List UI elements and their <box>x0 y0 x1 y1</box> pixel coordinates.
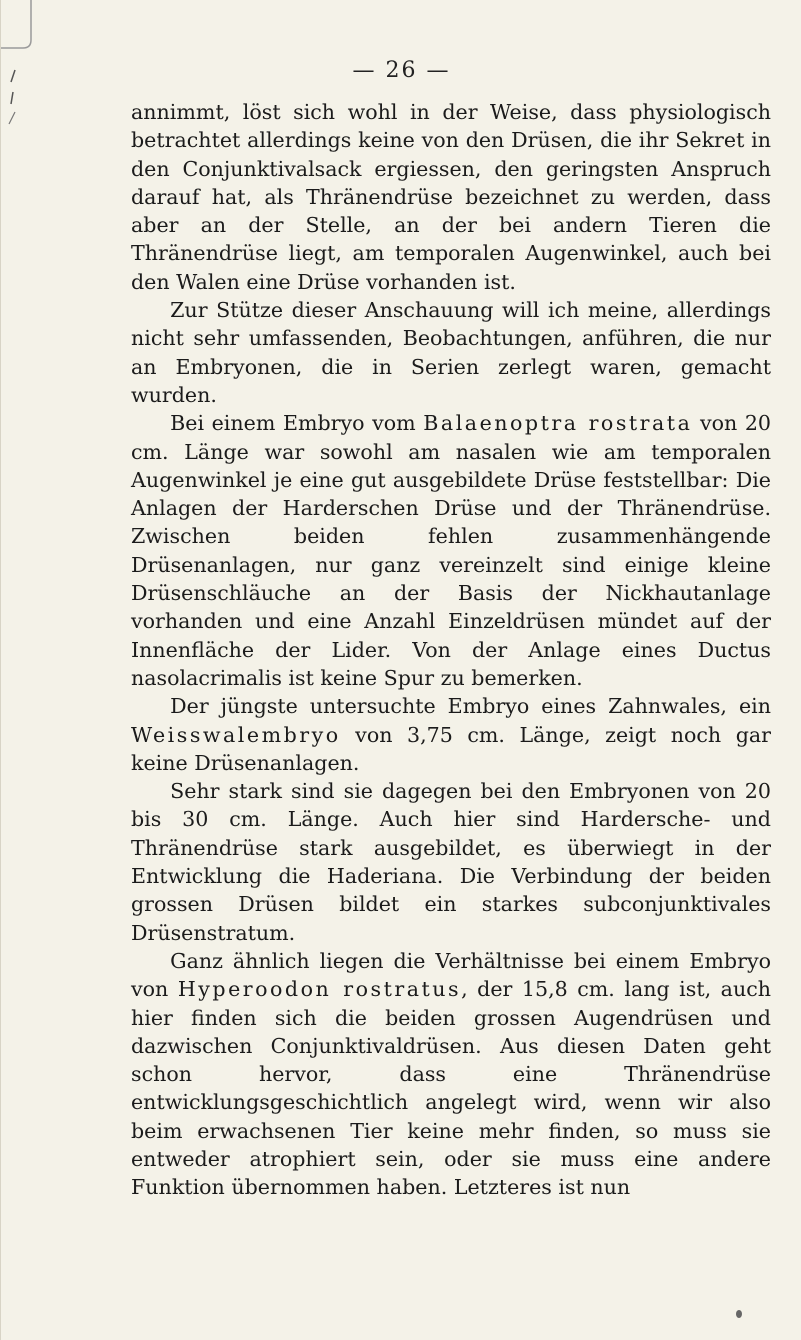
paragraph-text-pre: Ganz ähnlich liegen die Verhältnisse bei einem Embryo von <box>131 948 771 1002</box>
paragraph-5 <box>131 777 771 947</box>
paragraph-3 <box>131 409 771 692</box>
ink-speck <box>736 1310 742 1318</box>
paragraph-text-post: von 20 cm. Länge war sowohl am nasalen wie am temporalen Augenwinkel je eine gut ausgebildete Drüse feststellbar: Die Anlagen der Harderschen Drüse und der Thränendrüse. Zwischen beiden fehlen zusammenhängende Drüsenanlagen, nur ganz vereinzelt sind einige kleine Drüsenschläuche an der Basis der Nickhautanlage vorhanden und eine Anzahl Einzeldrüsen mündet auf der Innenfläche der Lider. Von der Anlage eines Ductus nasolacrimalis ist keine Spur zu bemerken. <box>131 411 772 690</box>
paragraph-2 <box>131 296 771 409</box>
page-number: — 26 — <box>352 58 451 83</box>
species-name: Balaenoptra rostrata <box>423 411 693 436</box>
body-text <box>131 98 771 1202</box>
species-name: Hyperoodon rostratus <box>177 977 462 1002</box>
paragraph-text: annimmt, löst sich wohl in der Weise, dass physiologisch betrachtet allerdings keine von den Drüsen, die ihr Sekret in den Conjunktivalsack ergiessen, den geringsten Anspruch darauf hat, als Thränendrüse bezeichnet zu werden, dass aber an der Stelle, an der bei andern Tieren die Thränendrüse liegt, am temporalen Augenwinkel, auch bei den Walen eine Drüse vorhanden ist. <box>131 100 771 294</box>
paragraph-text-post: , der 15,8 cm. lang ist, auch hier finden sich die beiden grossen Augendrüsen und dazwischen Conjunktivaldrüsen. Aus diesen Daten geht schon hervor, dass eine Thränendrüse entwicklungsgeschichtlich angelegt wird, wenn wir also beim erwachsenen Tier keine mehr finden, so muss sie entweder atrophiert sein, oder sie muss eine andere Funktion übernommen haben. Letzteres ist nun <box>131 977 772 1200</box>
paragraph-1 <box>131 98 771 296</box>
paragraph-4 <box>131 692 771 777</box>
paragraph-text: Sehr stark sind sie dagegen bei den Embryonen von 20 bis 30 cm. Länge. Auch hier sind Hardersche- und Thränendrüse stark ausgebildet, es überwiegt in der Entwicklung die Haderiana. Die Verbindung der beiden grossen Drüsen bildet ein starkes subconjunktivales Drüsenstratum. <box>131 779 771 945</box>
paragraph-text-pre: Bei einem Embryo vom <box>170 411 424 436</box>
paragraph-text-post: von 3,75 cm. Länge, zeigt noch gar keine Drüsenanlagen. <box>131 722 771 775</box>
paragraph-text: Zur Stütze dieser Anschauung will ich meine, allerdings nicht sehr umfassenden, Beobachtungen, anführen, die nur an Embryonen, die in Serien zerlegt waren, gemacht wurden. <box>131 298 771 407</box>
paragraph-text-pre: Der jüngste untersuchte Embryo eines Zahnwales, ein <box>170 694 771 719</box>
species-name: Weisswalembryo <box>131 722 341 747</box>
paragraph-6 <box>131 947 771 1202</box>
